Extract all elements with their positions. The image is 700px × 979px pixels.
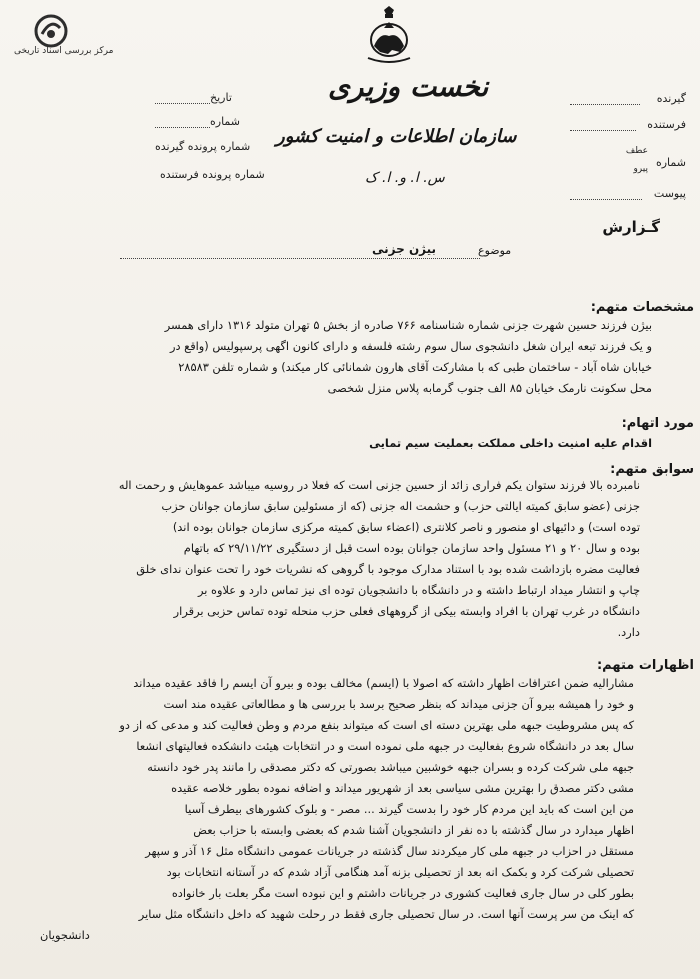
subject-label: موضوع: [478, 244, 512, 257]
date-line: [155, 103, 210, 104]
statements-line: بطور کلی در سال جاری فعالیت کشوری در جریانات داشتم و این نبوده است مگر بعلت بار خانواده: [171, 886, 634, 900]
subject-value: بیژن جزنی: [372, 242, 437, 256]
receiver-line: [570, 104, 640, 105]
watermark-text: مرکز بررسی اسناد تاریخی: [14, 46, 114, 56]
background-line: جزنی (عضو سابق کمیته ایالتی حزب) و حشمت اله جزنی (که از مسئولین سابق سازمان جوانان حزب: [161, 499, 640, 513]
lion-and-sun-emblem-icon: [362, 6, 416, 66]
sender-file-number-label: شماره پرونده فرستنده: [160, 168, 265, 181]
background-heading: سوابق متهم:: [610, 462, 694, 477]
statements-line: سال بعد در دانشگاه شروع بفعالیت در جبهه ملی نموده است و در انتخابات هیئت دانشکده فعالیتهای انشعا: [136, 739, 634, 753]
identity-line: بیژن فرزند حسین شهرت جزنی شماره شناسنامه ۷۶۶ صادره از بخش ۵ تهران متولد ۱۳۱۶ دارای همسر: [164, 318, 652, 332]
attachment-label: پیوست: [653, 187, 686, 200]
ref-label: عطف: [625, 146, 648, 156]
statements-line: که اینک من سر پرست آنها است. در سال تحصیلی جاری فقط در رحلت شهید که داخل دانشگاه مثل سایر: [138, 907, 634, 921]
subject-line: [120, 258, 480, 259]
statements-line: مشارالیه ضمن اعترافات اظهار داشته که اصولا با (ایسم) مخالف بوده و بیرو آن ایسم را فاقد عقیده میداند: [133, 676, 634, 690]
statements-line: که پس مشروطیت جبهه ملی بهترین دسته ای است که میتواند بنفع مردم و وطن فعالیت کند و مدعی که از دو: [119, 718, 634, 732]
letterhead-title: نخست وزیری: [328, 70, 489, 103]
background-line: نامبرده بالا فرزند ستوان یکم فراری زائد از حسین جزنی است که فعلا در روسیه میباشد عموهایش و رحمت اله: [118, 478, 640, 492]
accusation-text: اقدام علیه امنیت داخلی مملکت بعملیت سیم تمایی: [369, 436, 652, 450]
identity-heading: مشخصات متهم:: [590, 300, 694, 315]
background-line: چاپ و انتشار میداد ارتباط داشته و در دانشگاه با دانشجویان توده ای نیز تماس دارد و علاوه بر: [197, 583, 640, 597]
letterhead-organization: سازمان اطلاعات و امنیت کشور: [276, 126, 517, 147]
receiver-label: گیرنده: [656, 92, 686, 105]
number-line-left: [155, 127, 210, 128]
sender-line: [570, 130, 636, 131]
statements-line: اظهار میدارد در سال گذشته با ده نفر از دانشجویان آشنا شدم که بعضی وابسته با حزاب بعض: [193, 823, 634, 837]
identity-line: خیابان شاه آباد - ساختمان طبی که با مشارکت آقای هارون شمانائی کار میکند) و شماره تلفن ۲۸۵۸۳: [178, 360, 652, 374]
statements-line: من این است که باید این مردم کار خود را بدست گیرند ... مصر - و بلوک کشورهای بیطرف آسیا: [184, 802, 634, 816]
attachment-line: [570, 199, 642, 200]
number-label-right: شماره: [655, 156, 686, 169]
background-line: فعالیت مضره بازداشت شده بود با استناد مدارک موجود با گروهی که نشریات خود را تحت عنوان ندای خلق: [136, 562, 640, 576]
number-label-left: شماره: [210, 115, 241, 128]
report-title: گـزارش: [602, 218, 660, 236]
statements-heading: اظهارات متهم:: [596, 658, 694, 673]
receiver-file-number-label: شماره پرونده گیرنده: [155, 140, 251, 153]
archive-logo-icon: [34, 14, 68, 48]
statements-line: مشی دکتر مصدق را بهترین مشی سیاسی بعد از شهریور میداند و اضافه نموده بطور خلاصه عقیده: [171, 781, 634, 795]
background-line: بوده و سال ۲۰ و ۲۱ مسئول واحد سازمان جوانان بوده است قبل از دستگیری ۲۹/۱۱/۲۲ که باتهام: [183, 541, 640, 555]
background-line: دانشگاه در غرب تهران با افراد وابسته بیکی از گروههای فعلی حزب منحله توده تماس حزبی برقرار: [173, 604, 640, 618]
identity-line: محل سکونت نارمک خیابان ۸۵ الف جنوب گرمابه پلاس منزل شخصی: [327, 381, 652, 395]
statements-line: مستقل در احزاب در جبهه ملی کار میکردند سال گذشته در جریانات عمومی دانشگاه مثل ۱۶ آذر و سپهر: [145, 844, 634, 858]
background-line: دارد.: [617, 625, 640, 639]
statements-line: دانشجویان: [40, 928, 90, 942]
letterhead-code: س. ا. و. ا. ک: [365, 170, 445, 186]
date-label: تاریخ: [210, 91, 232, 104]
statements-line: جبهه ملی شرکت کرده و بسران جبهه خوشبین میباشد بصورتی که دکتر مصدقی را مانند پدر خود دانسته: [147, 760, 634, 774]
identity-line: و یک فرزند تبعه ایران شغل دانشجوی سال سوم رشته فلسفه و دارای کانون اگهی پرسپولیس (واقع در: [169, 339, 652, 353]
sender-label: فرستنده: [647, 118, 686, 131]
follow-label: پیرو: [633, 164, 648, 174]
statements-line: تحصیلی شرکت کرد و بکمک انه بعد از تحصیلی بزنه آمد هنگامی آزاد شدم که در آستانه انتخابات بود: [166, 865, 634, 879]
accusation-heading: مورد اتهام:: [621, 416, 694, 431]
statements-line: و خود را همیشه بیرو آن جزنی میداند که بنظر صحیح برسد با بررسی ها و مطالعاتی عقیده مند است: [163, 697, 634, 711]
background-line: توده است) و دائیهای او منصور و ناصر کلانتری (اعضاء سابق کمیته مرکزی سازمان جوانان بوده اند): [172, 520, 640, 534]
